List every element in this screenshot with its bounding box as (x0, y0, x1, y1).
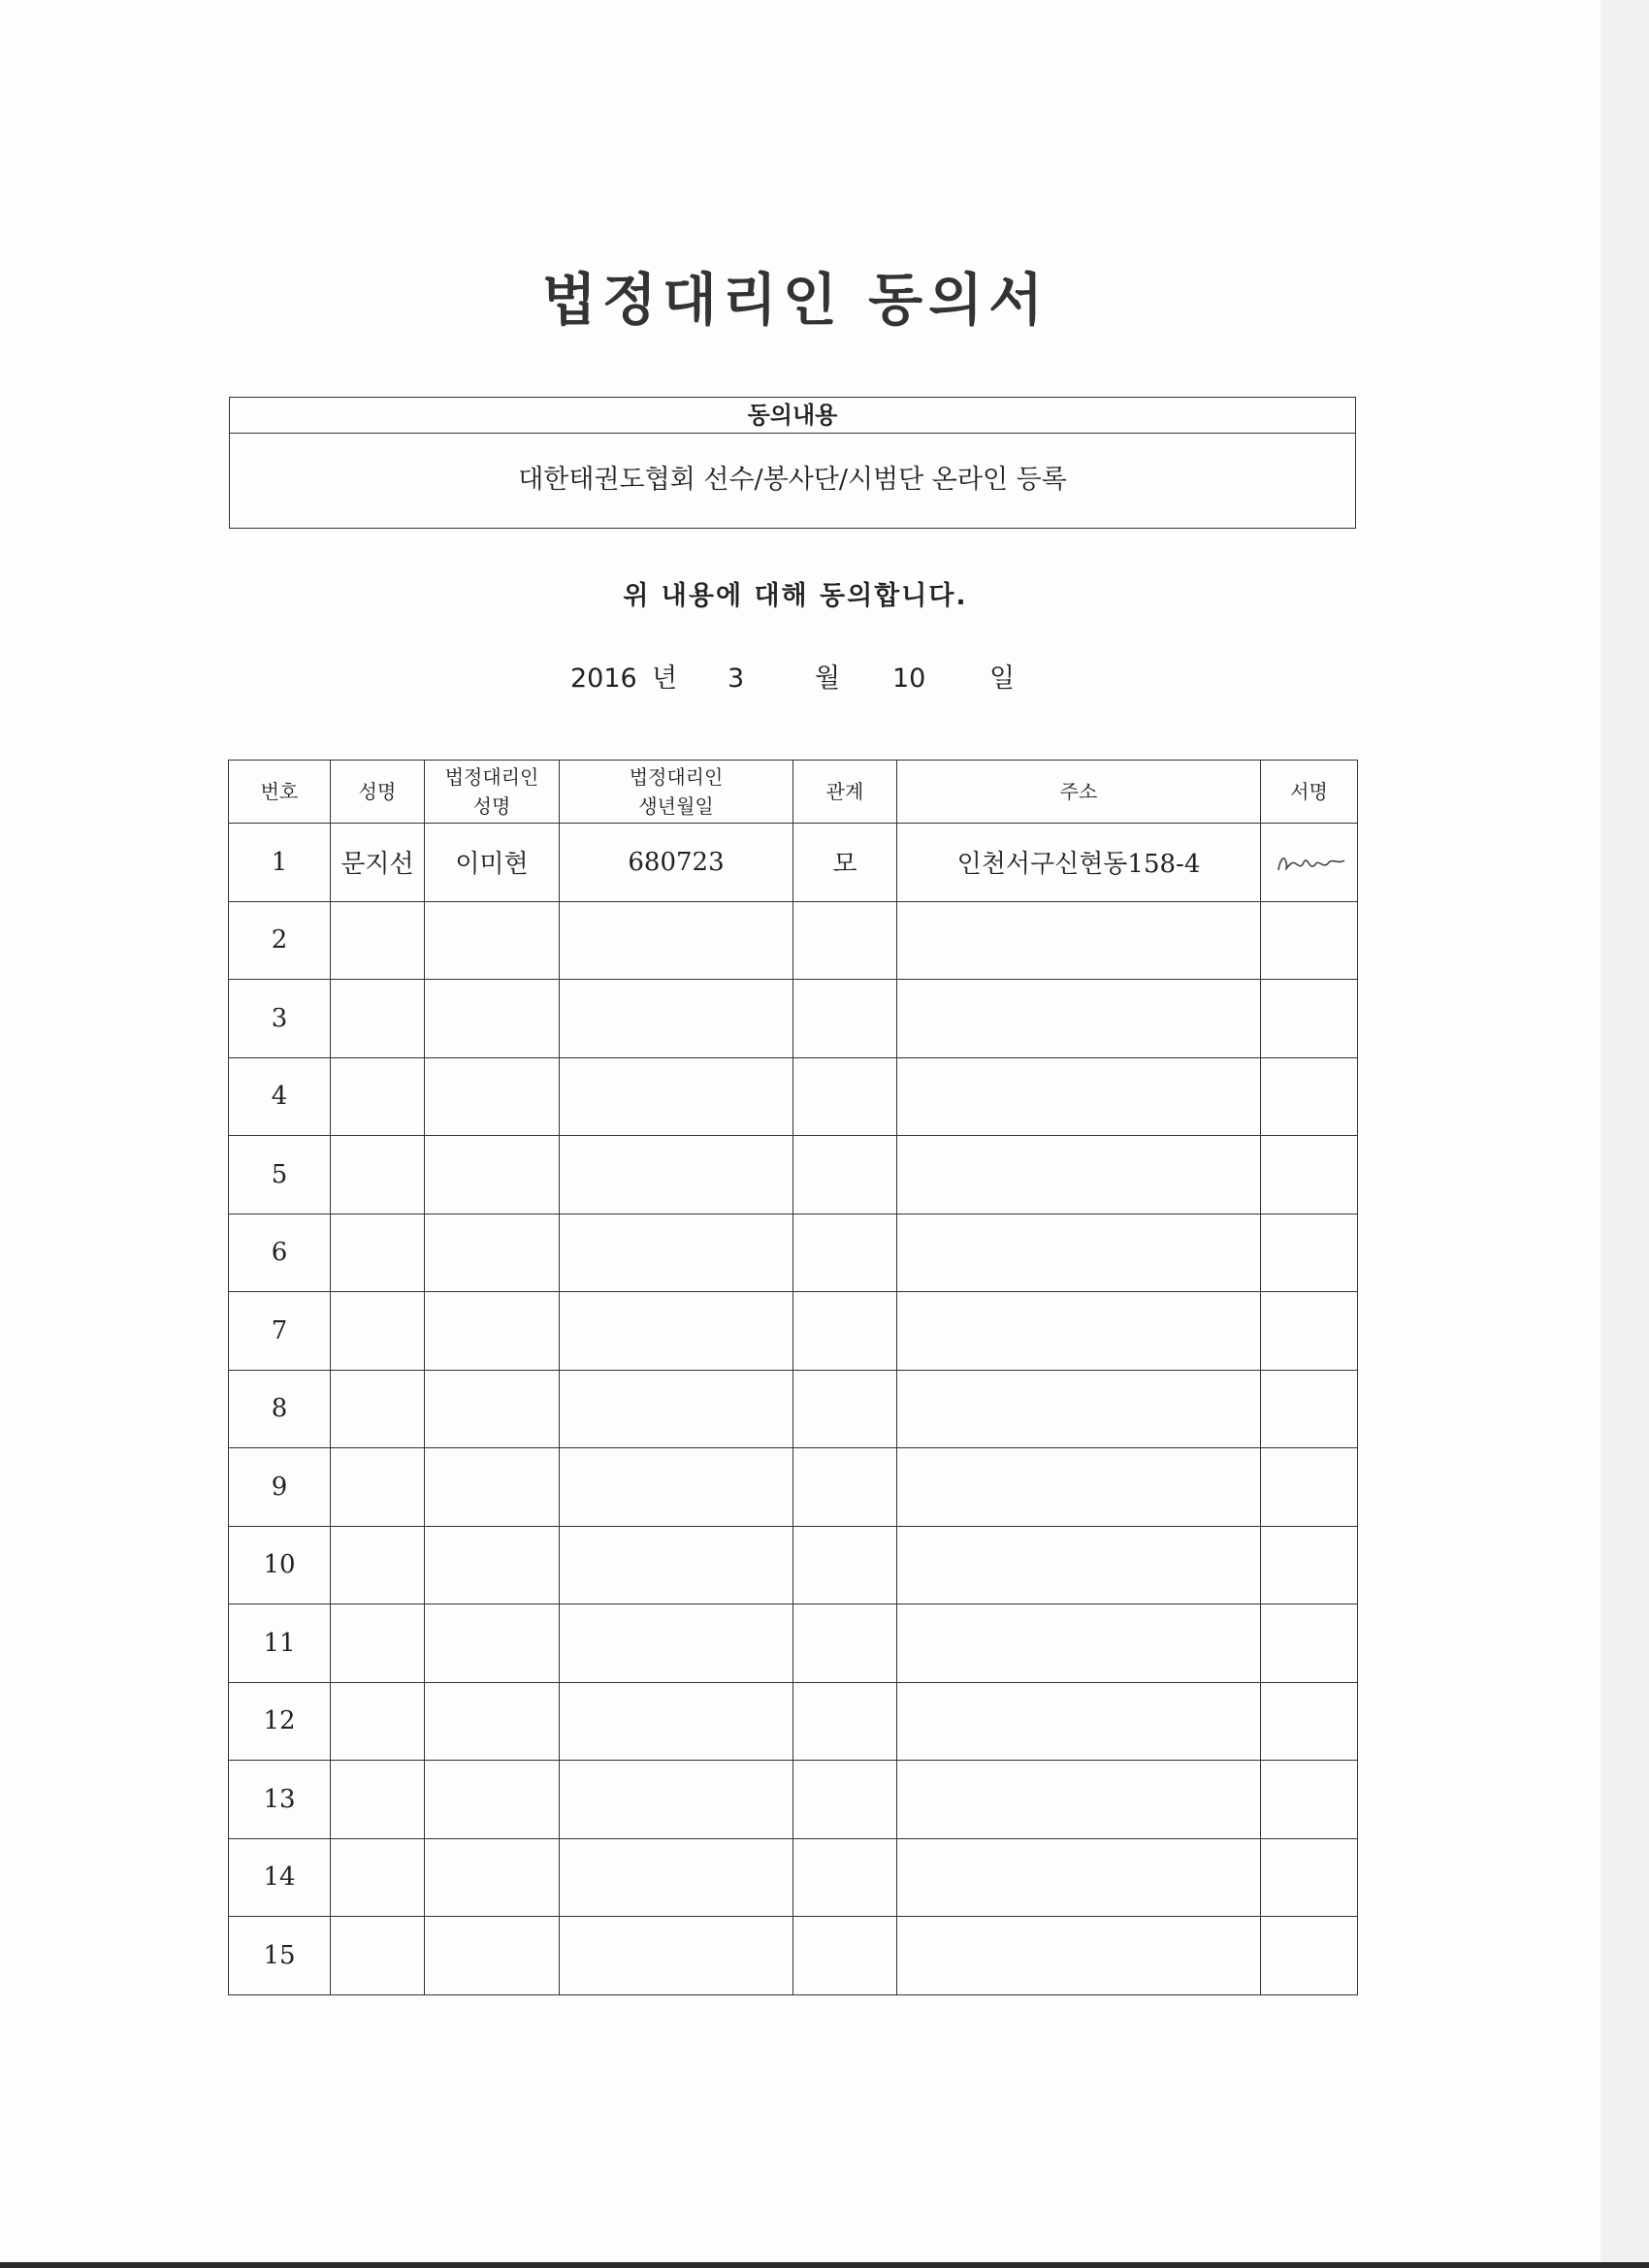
cell-number: 9 (229, 1448, 331, 1527)
cell-guardian-birth (560, 980, 793, 1058)
cell-number: 15 (229, 1917, 331, 1995)
cell-relation (793, 1214, 897, 1292)
cell-number: 7 (229, 1292, 331, 1371)
cell-guardian-birth (560, 1057, 793, 1136)
header-number: 번호 (229, 761, 331, 824)
cell-guardian-birth (560, 1838, 793, 1917)
cell-signature (1261, 1136, 1358, 1215)
cell-number: 3 (229, 980, 331, 1058)
header-guardian-name: 법정대리인 성명 (425, 761, 560, 824)
cell-number: 1 (229, 824, 331, 902)
cell-signature (1261, 1526, 1358, 1604)
table-row (229, 1917, 1358, 1995)
cell-guardian-name (425, 1761, 560, 1839)
cell-guardian-name (425, 1682, 560, 1761)
cell-signature (1261, 1448, 1358, 1527)
date-month: 3 (728, 664, 745, 694)
table-row (229, 980, 1358, 1058)
cell-number: 14 (229, 1838, 331, 1917)
table-body (229, 824, 1358, 1995)
cell-address (897, 1214, 1261, 1292)
table-row (229, 1448, 1358, 1527)
cell-signature (1261, 1214, 1358, 1292)
cell-guardian-name (425, 901, 560, 980)
consent-content: 대한태권도협회 선수/봉사단/시범단 온라인 등록 (518, 465, 1067, 495)
cell-name (331, 1292, 425, 1371)
cell-address (897, 1057, 1261, 1136)
cell-guardian-name: 이미현 (425, 824, 560, 902)
cell-signature (1261, 1370, 1358, 1448)
cell-guardian-name (425, 1057, 560, 1136)
cell-guardian-birth (560, 1761, 793, 1839)
cell-relation (793, 1526, 897, 1604)
cell-name (331, 901, 425, 980)
cell-relation: 모 (793, 824, 897, 902)
cell-relation (793, 1604, 897, 1683)
cell-signature (1261, 901, 1358, 980)
header-name: 성명 (331, 761, 425, 824)
cell-name (331, 1214, 425, 1292)
cell-number: 13 (229, 1761, 331, 1839)
cell-number: 8 (229, 1370, 331, 1448)
cell-number: 2 (229, 901, 331, 980)
cell-guardian-birth (560, 1370, 793, 1448)
cell-guardian-birth (560, 1917, 793, 1995)
header-address: 주소 (897, 761, 1261, 824)
cell-guardian-birth (560, 1526, 793, 1604)
date-month-unit: 월 (815, 664, 841, 694)
guardian-table (228, 760, 1358, 1995)
table-row (229, 1604, 1358, 1683)
cell-guardian-birth (560, 1292, 793, 1371)
table-row (229, 1292, 1358, 1371)
date-year-unit: 년 (652, 664, 678, 694)
cell-relation (793, 1448, 897, 1527)
cell-address (897, 1448, 1261, 1527)
cell-address (897, 1370, 1261, 1448)
cell-relation (793, 1682, 897, 1761)
table-row (229, 1214, 1358, 1292)
cell-address (897, 1838, 1261, 1917)
cell-guardian-name (425, 1526, 560, 1604)
consent-heading: 동의내용 (230, 398, 1355, 434)
cell-signature (1261, 1057, 1358, 1136)
cell-guardian-name (425, 980, 560, 1058)
cell-guardian-name (425, 1448, 560, 1527)
cell-name (331, 1917, 425, 1995)
date-day-unit: 일 (989, 664, 1016, 694)
cell-relation (793, 1761, 897, 1839)
cell-name (331, 1604, 425, 1683)
cell-name (331, 1057, 425, 1136)
cell-address (897, 1761, 1261, 1839)
cell-address (897, 980, 1261, 1058)
cell-name (331, 980, 425, 1058)
cell-guardian-birth (560, 1448, 793, 1527)
table-row (229, 1136, 1358, 1215)
cell-address (897, 1136, 1261, 1215)
cell-address (897, 1604, 1261, 1683)
cell-relation (793, 1136, 897, 1215)
table-row (229, 1370, 1358, 1448)
cell-relation (793, 901, 897, 980)
table-row (229, 901, 1358, 980)
table-row (229, 1526, 1358, 1604)
cell-guardian-birth (560, 1682, 793, 1761)
cell-number: 11 (229, 1604, 331, 1683)
cell-guardian-name (425, 1292, 560, 1371)
cell-relation (793, 980, 897, 1058)
consent-box (229, 397, 1356, 529)
table-row (229, 1057, 1358, 1136)
cell-name (331, 1370, 425, 1448)
cell-signature (1261, 980, 1358, 1058)
cell-relation (793, 1838, 897, 1917)
cell-address: 인천서구신현동158-4 (897, 824, 1261, 902)
cell-name (331, 1682, 425, 1761)
cell-address (897, 1682, 1261, 1761)
cell-guardian-name (425, 1917, 560, 1995)
cell-relation (793, 1057, 897, 1136)
cell-signature (1261, 1682, 1358, 1761)
cell-guardian-birth: 680723 (560, 824, 793, 902)
handwritten-signature (1271, 843, 1348, 882)
cell-name (331, 1838, 425, 1917)
table-header-row (229, 761, 1358, 824)
cell-address (897, 1526, 1261, 1604)
cell-number: 6 (229, 1214, 331, 1292)
cell-guardian-birth (560, 1604, 793, 1683)
cell-guardian-birth (560, 901, 793, 980)
agreement-statement: 위 내용에 대해 동의합니다. (623, 581, 968, 611)
document-title: 법정대리인 동의서 (541, 267, 1050, 333)
date-year: 2016 (570, 664, 637, 694)
cell-signature (1261, 1292, 1358, 1371)
table-row (229, 1682, 1358, 1761)
cell-name: 문지선 (331, 824, 425, 902)
scan-bottom-edge (0, 2262, 1649, 2268)
cell-name (331, 1526, 425, 1604)
cell-number: 5 (229, 1136, 331, 1215)
header-signature: 서명 (1261, 761, 1358, 824)
cell-signature (1261, 1761, 1358, 1839)
scan-edge (1600, 0, 1649, 2268)
cell-relation (793, 1370, 897, 1448)
header-guardian-birth: 법정대리인 생년월일 (560, 761, 793, 824)
cell-guardian-birth (560, 1214, 793, 1292)
cell-number: 4 (229, 1057, 331, 1136)
cell-signature (1261, 1838, 1358, 1917)
cell-number: 12 (229, 1682, 331, 1761)
cell-address (897, 901, 1261, 980)
cell-guardian-name (425, 1604, 560, 1683)
cell-guardian-name (425, 1214, 560, 1292)
cell-name (331, 1136, 425, 1215)
cell-guardian-name (425, 1136, 560, 1215)
cell-signature (1261, 824, 1358, 902)
cell-signature (1261, 1917, 1358, 1995)
cell-number: 10 (229, 1526, 331, 1604)
cell-guardian-name (425, 1370, 560, 1448)
header-relation: 관계 (793, 761, 897, 824)
cell-signature (1261, 1604, 1358, 1683)
cell-relation (793, 1292, 897, 1371)
cell-name (331, 1761, 425, 1839)
cell-address (897, 1917, 1261, 1995)
cell-address (897, 1292, 1261, 1371)
table-row (229, 1838, 1358, 1917)
cell-relation (793, 1917, 897, 1995)
table-row (229, 824, 1358, 902)
date-day: 10 (892, 664, 926, 694)
cell-guardian-birth (560, 1136, 793, 1215)
cell-name (331, 1448, 425, 1527)
table-row (229, 1761, 1358, 1839)
cell-guardian-name (425, 1838, 560, 1917)
